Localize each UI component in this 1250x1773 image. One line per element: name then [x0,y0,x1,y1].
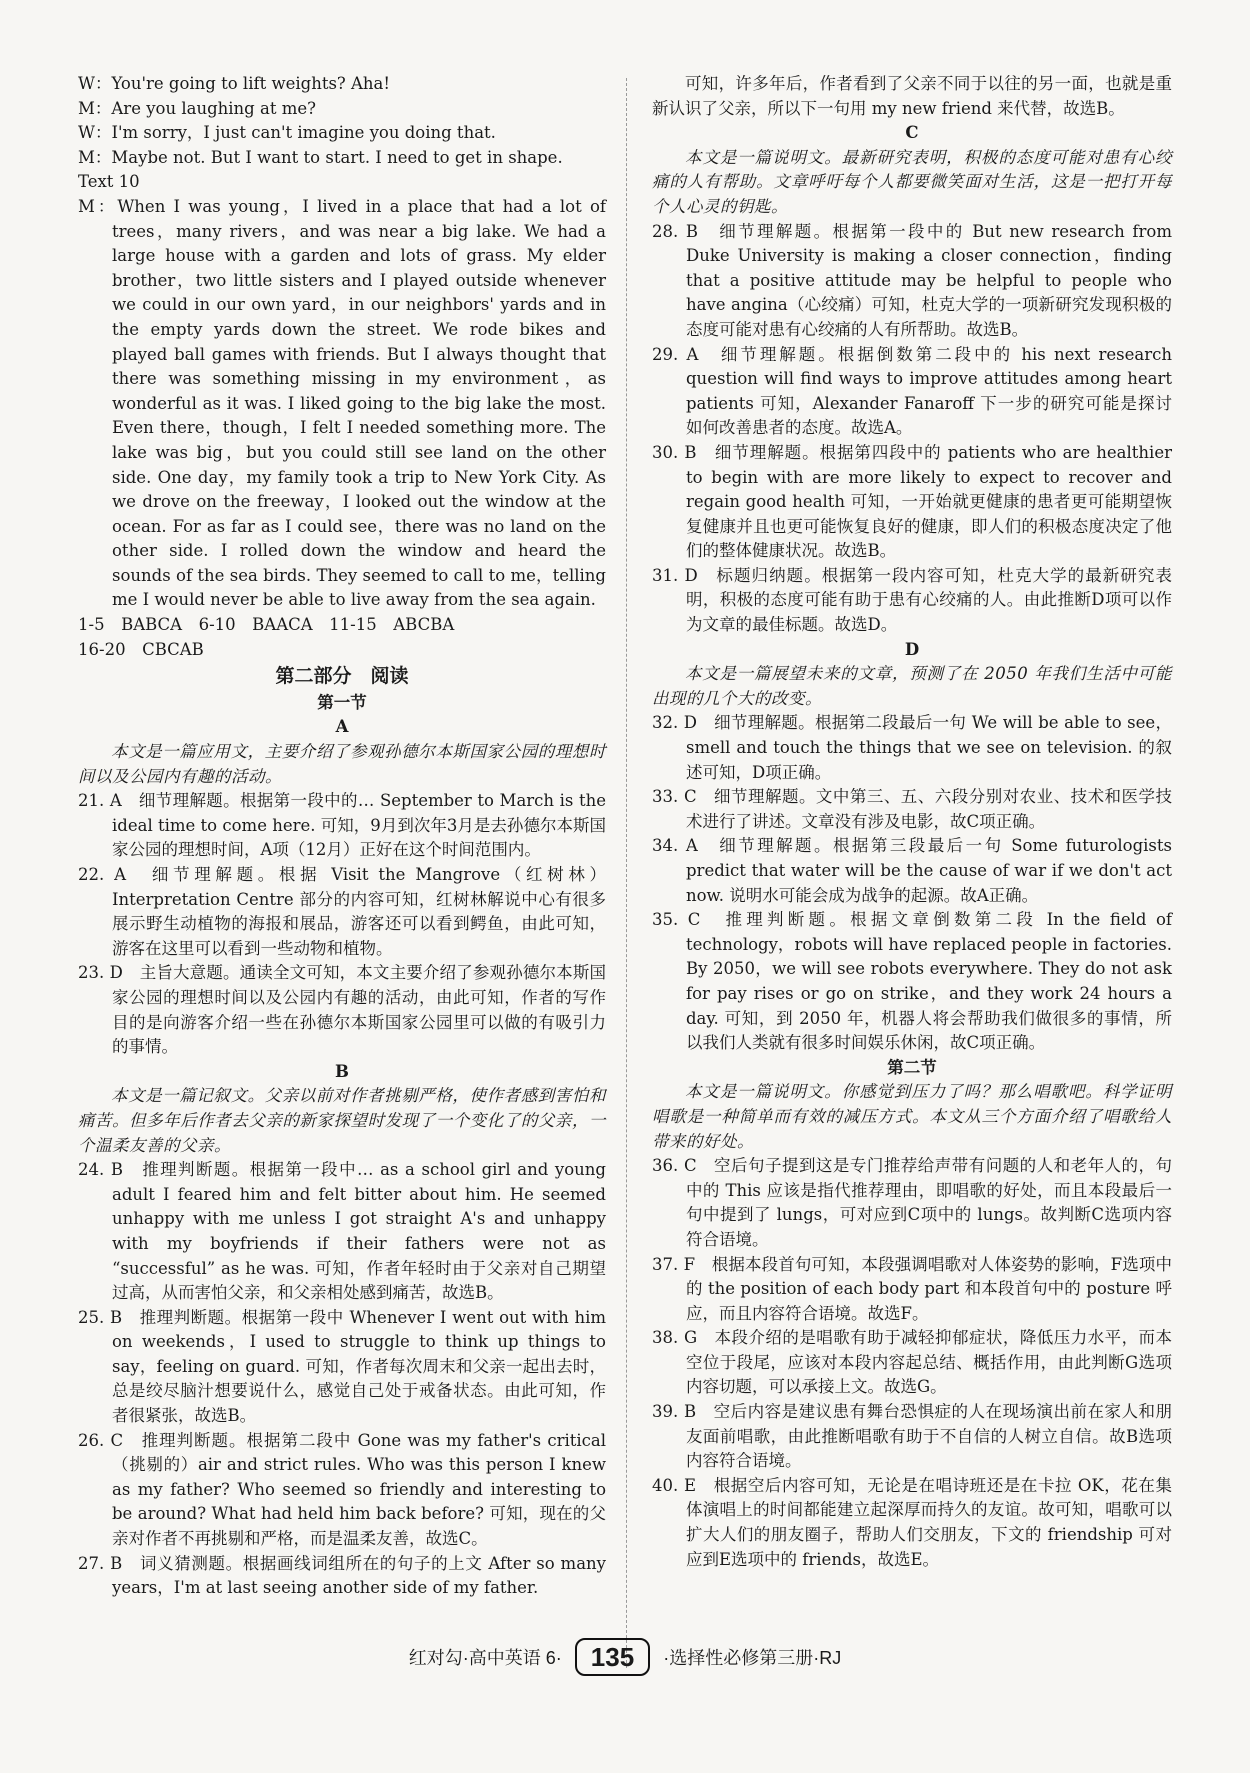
left-paragraph: 第二部分 阅读 [275,665,409,688]
page-footer [0,1638,1250,1676]
right-paragraph: 35. C 推理判断题。根据文章倒数第二段 In the field of technology，robots will have replaced people in factories. By 2050，we will see robots everywhere. They do not ask for pay rises or go on strike，and they work 24 hours a day. 可知，到 2050 年，机器人将会帮助我们做很多的事情，所以我们人类就有很多时间娱乐休闲，故C项正确。 [652,910,1172,1053]
right-paragraph: 33. C 细节理解题。文中第三、五、六段分别对农业、技术和医学技术进行了讲述。文章没有涉及电影，故C项正确。 [652,787,1172,831]
right-paragraph: 29. A 细节理解题。根据倒数第二段中的 his next research question will find ways to improve attitudes among heart patients 可知，Alexander Fanaroff 下一步的研究可能是探讨如何改善患者的态度。故选A。 [652,344,1172,438]
right-paragraph: 38. G 本段介绍的是唱歌有助于减轻抑郁症状，降低压力水平，而本空位于段尾，应该对本段内容起总结、概括作用，由此判断G选项内容切题，可以承接上文。故选G。 [652,1328,1172,1397]
right-paragraph: 32. D 细节理解题。根据第二段最后一句 We will be able to see，smell and touch the things that we see on television. 的叙述可知，D项正确。 [652,713,1172,782]
left-paragraph: 16-20 CBCAB [78,639,204,659]
right-paragraph: 本文是一篇说明文。你感觉到压力了吗？那么唱歌吧。科学证明唱歌是一种简单而有效的减压方式。本文从三个方面介绍了唱歌给人带来的好处。 [652,1082,1172,1151]
left-paragraph: 24. B 推理判断题。根据第一段中… as a school girl and young adult I feared him and felt bitter about him. He seemed unhappy with me unless I got straight A's and unhappy with my boyfriends if their fathers were not as “successful” as he was. 可知，作者年轻时由于父亲对自己期望过高，从而害怕父亲，和父亲相处感到痛苦，故选B。 [78,1160,606,1303]
left-paragraph: 本文是一篇应用文，主要介绍了参观孙德尔本斯国家公园的理想时间以及公园内有趣的活动。 [78,742,606,786]
page-number: 135 [575,1638,650,1676]
right-paragraph: 本文是一篇说明文。最新研究表明，积极的态度可能对患有心绞痛的人有帮助。文章呼吁每个人都要微笑面对生活，这是一把打开每个人心灵的钥匙。 [652,147,1172,216]
left-column [78,72,606,1601]
left-paragraph: M：When I was young，I lived in a place that had a lot of trees，many rivers，and was near a big lake. We had a large house with a garden and lots of grass. My elder brother，two little sisters and I played outside whenever we could in our own yard，in our neighbors' yards and in the empty yards down the street. We rode bikes and played ball games with friends. But I always thought that there was something missing in my environment，as wonderful as it was. I liked going to the big lake the most. Even there，though，I felt I needed something more. The lake was big，but you could still see land on the other side. One day，my family took a trip to New York City. As we drove on the freeway，I looked out the window at the ocean. For as far as I could see，there was no land on the other side. I rolled down the window and heard the sounds of the sea birds. They seemed to call to me，telling me I would never be able to live away from the sea again. [78,196,606,610]
left-paragraph: 本文是一篇记叙文。父亲以前对作者挑剔严格，使作者感到害怕和痛苦。但多年后作者去父亲的新家探望时发现了一个变化了的父亲，一个温柔友善的父亲。 [78,1086,606,1155]
footer-brand: 红对勾·高中英语 6· [408,1648,562,1668]
left-paragraph: 23. D 主旨大意题。通读全文可知，本文主要介绍了参观孙德尔本斯国家公园的理想时间以及公园内有趣的活动，由此可知，作者的写作目的是向游客介绍一些在孙德尔本斯国家公园里可以做的有吸引力的事情。 [78,963,606,1057]
right-paragraph: 本文是一篇展望未来的文章，预测了在 2050 年我们生活中可能出现的几个大的改变。 [652,664,1172,708]
right-column [652,72,1172,1572]
left-paragraph: W：You're going to lift weights? Aha! [78,74,391,93]
right-paragraph: 31. D 标题归纳题。根据第一段内容可知，杜克大学的最新研究表明，积极的态度可能有助于患有心绞痛的人。由此推断D项可以作为文章的最佳标题。故选D。 [652,565,1172,635]
left-paragraph: 27. B 词义猜测题。根据画线词组所在的句子的上文 After so many years，I'm at last seeing another side of my father. [78,1553,606,1598]
right-paragraph: 37. F 根据本段首句可知，本段强调唱歌对人体姿势的影响，F选项中的 the position of each body part 和本段首句中的 posture 呼应，而且内容符合语境。故选F。 [652,1254,1172,1323]
left-paragraph: 21. A 细节理解题。根据第一段中的… September to March is the ideal time to come here. 可知，9月到次年3月是去孙德尔本斯国家公园的理想时间，A项（12月）正好在这个时间范围内。 [78,791,606,860]
right-paragraph: D [904,639,920,659]
right-paragraph: 40. E 根据空后内容可知，无论是在唱诗班还是在卡拉 OK，花在集体演唱上的时间都能建立起深厚而持久的友谊。故可知，唱歌可以扩大人们的朋友圈子，帮助人们交朋友，下文的 friendship 可对应到E选项中的 friends，故选E。 [652,1475,1172,1569]
left-paragraph: M：Maybe not. But I want to start. I need to get in shape. [78,147,563,167]
right-paragraph: 39. B 空后内容是建议患有舞台恐惧症的人在现场演出前在家人和朋友面前唱歌，由此推断唱歌有助于不自信的人树立自信。故B选项内容符合语境。 [652,1402,1172,1471]
right-paragraph: 36. C 空后句子提到这是专门推荐给声带有问题的人和老年人的，句中的 This 应该是指代推荐理由，即唱歌的好处，而且本段最后一句中提到了 lungs，可对应到C项中的 lungs。故判断C选项内容符合语境。 [652,1156,1172,1249]
left-paragraph: 1-5 BABCA 6-10 BAACA 11-15 ABCBA [78,615,455,635]
left-paragraph: Text 10 [78,172,140,192]
left-paragraph: 第一节 [317,692,367,712]
left-paragraph: B [335,1061,349,1081]
left-paragraph: 22. A 细节理解题。根据 Visit the Mangrove（红树林）Interpretation Centre 部分的内容可知，红树林解说中心有很多展示野生动植物的海报和展品，游客还可以看到鳄鱼，由此可知，游客在这里可以看到一些动物和植物。 [78,865,606,958]
right-paragraph: 30. B 细节理解题。根据第四段中的 patients who are healthier to begin with are more likely to expect to recover and regain good health 可知，一开始就更健康的患者更可能期望恢复健康并且也更可能恢复良好的健康，即人们的积极态度决定了他们的整体健康状况。故选B。 [652,442,1172,561]
right-paragraph: 34. A 细节理解题。根据第三段最后一句 Some futurologists predict that water will be the cause of war if we don't act now. 说明水可能会成为战争的起源。故A正确。 [652,836,1172,905]
left-paragraph: A [335,717,349,737]
left-paragraph: M：Are you laughing at me? [78,98,316,118]
left-paragraph: 26. C 推理判断题。根据第二段中 Gone was my father's critical（挑剔的）air and strict rules. Who was this person I knew as my father? Who seemed so friendly and interesting to be around? What had held him back before? 可知，现在的父亲对作者不再挑剔和严格，而是温柔友善，故选C。 [78,1430,606,1549]
footer-book: ·选择性必修第三册·RJ [663,1648,842,1668]
right-paragraph: 第二节 [887,1057,937,1077]
column-divider [626,78,627,1668]
right-paragraph: 可知，许多年后，作者看到了父亲不同于以往的另一面，也就是重新认识了父亲，所以下一句用 my new friend 来代替，故选B。 [652,74,1172,118]
right-paragraph: 28. B 细节理解题。根据第一段中的 But new research from Duke University is making a closer connection，finding that a positive attitude may be helpful to people who have angina（心绞痛）可知，杜克大学的一项新研究发现积极的态度可能对患有心绞痛的人有所帮助。故选B。 [652,221,1172,339]
left-paragraph: W：I'm sorry，I just can't imagine you doing that. [78,123,496,143]
right-paragraph: C [905,123,919,143]
left-paragraph: 25. B 推理判断题。根据第一段中 Whenever I went out with him on weekends，I used to struggle to think up things to say，feeling on guard. 可知，作者每次周末和父亲一起出去时，总是绞尽脑汁想要说什么，感觉自己处于戒备状态。由此可知，作者很紧张，故选B。 [78,1307,606,1426]
